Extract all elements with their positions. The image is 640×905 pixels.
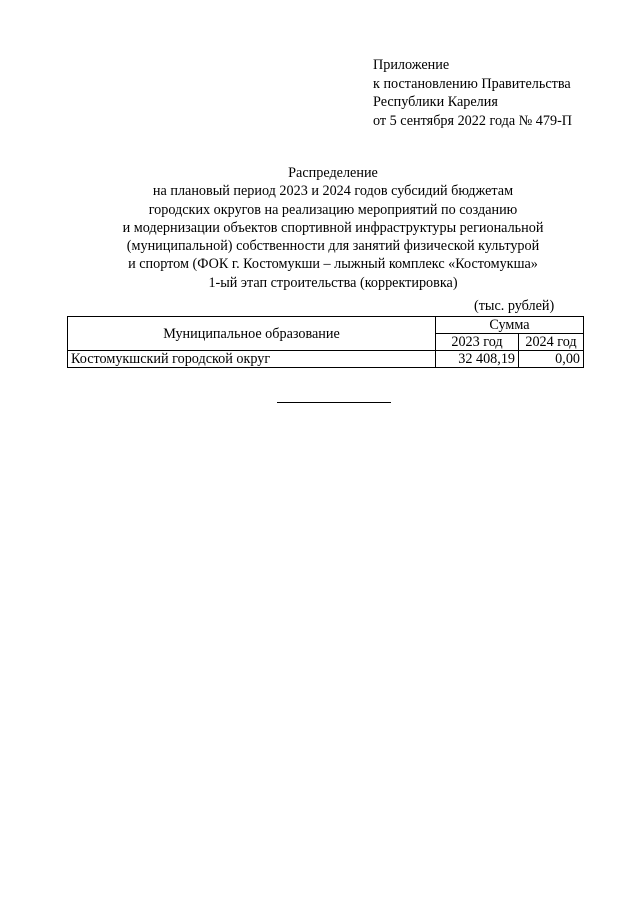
units-label: (тыс. рублей) xyxy=(474,298,555,314)
title-line-3: городских округов на реализацию мероприятий по созданию xyxy=(148,201,518,218)
appendix-line-4: от 5 сентября 2022 года № 479-П xyxy=(373,112,573,129)
title-line-7: 1-ый этап строительства (корректировка) xyxy=(208,274,458,291)
title-line-4: и модернизации объектов спортивной инфраструктуры региональной xyxy=(122,219,544,236)
header-municipality: Муниципальное образование xyxy=(68,317,436,351)
title-line-5: (муниципальной) собственности для занятий физической культурой xyxy=(126,238,540,255)
table-row xyxy=(68,351,584,368)
title-line-2: на плановый период 2023 и 2024 годов субсидий бюджетам xyxy=(152,183,514,200)
header-sum: Сумма xyxy=(436,317,584,334)
document-title xyxy=(60,164,606,292)
header-year-2023: 2023 год xyxy=(436,334,519,351)
subsidy-table xyxy=(67,316,584,368)
appendix-line-3: Республики Карелия xyxy=(373,94,498,110)
row-amount-2023: 32 408,19 xyxy=(436,351,519,368)
row-municipality: Костомукшский городской округ xyxy=(68,351,436,368)
appendix-block xyxy=(373,56,572,130)
row-amount-2024: 0,00 xyxy=(519,351,584,368)
appendix-line-1: Приложение xyxy=(373,57,450,73)
closing-divider xyxy=(277,402,391,403)
header-year-2024: 2024 год xyxy=(519,334,584,351)
table-header-row xyxy=(68,317,584,334)
title-line-6: и спортом (ФОК г. Костомукши – лыжный комплекс «Костомукша» xyxy=(128,256,538,273)
appendix-line-2: к постановлению Правительства xyxy=(373,75,571,92)
title-line-1: Распределение xyxy=(288,165,378,181)
